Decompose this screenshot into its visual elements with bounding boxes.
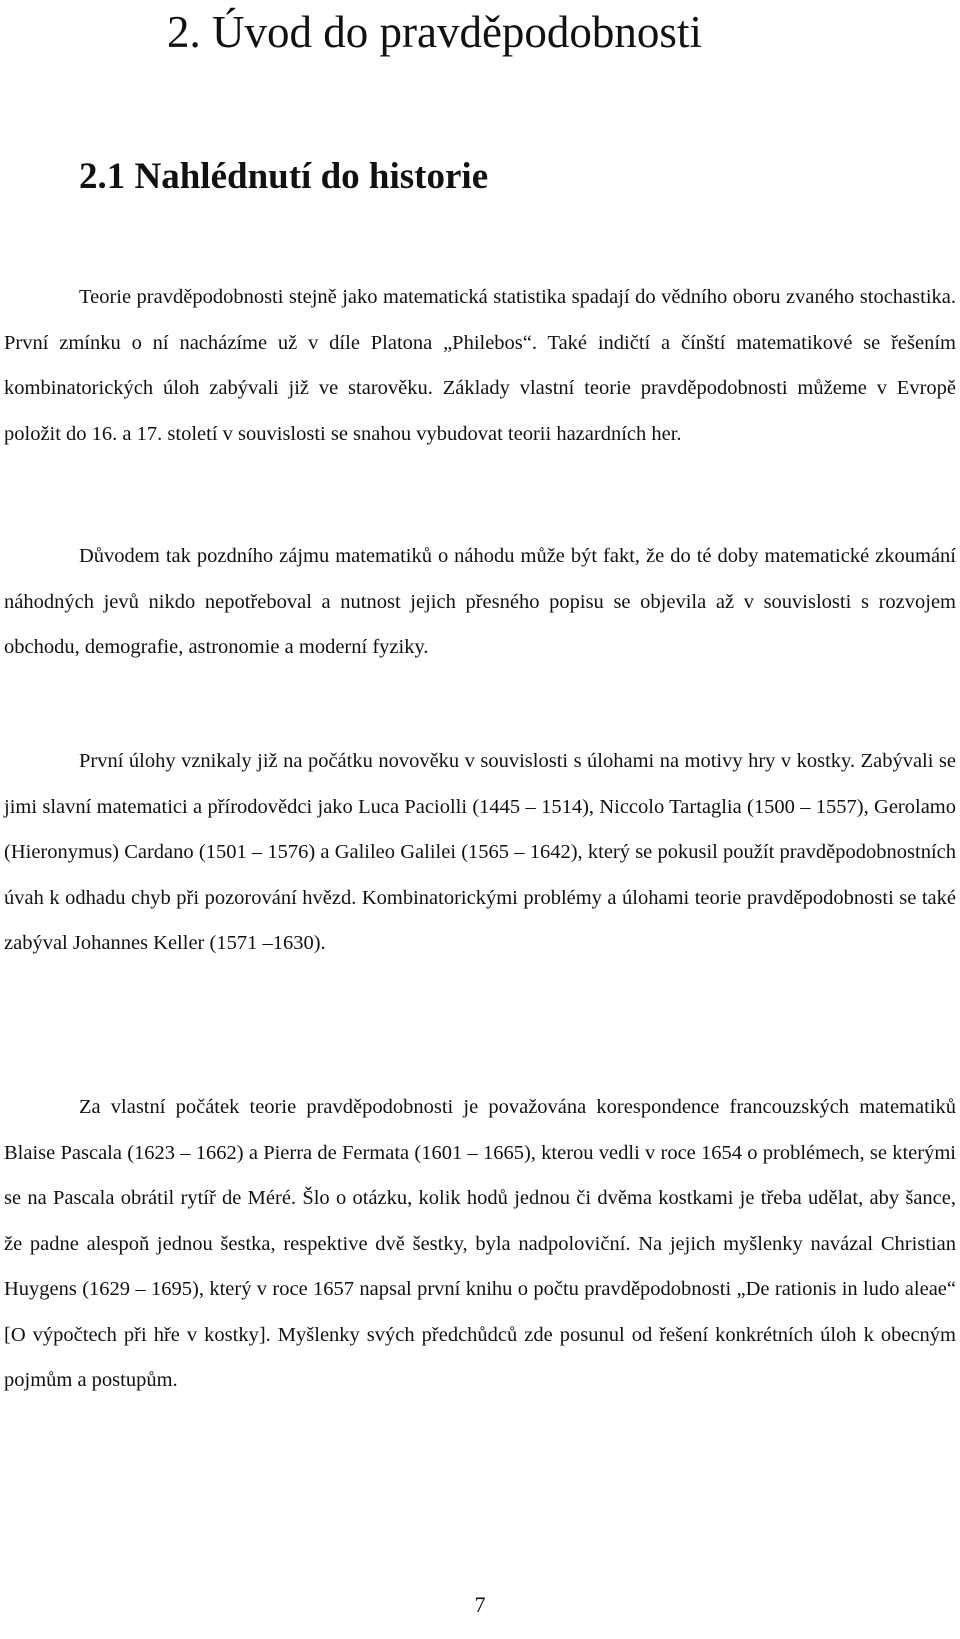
chapter-title: 2. Úvod do pravděpodobnosti (167, 7, 702, 57)
paragraph-pascal-fermat: Za vlastní počátek teorie pravděpodobnosti je považována korespondence francouzských matematiků Blaise Pascala (1623 – 1662) a Pierra de Fermata (1601 – 1665), kterou vedli v roce 1654 o problémech, se kterými se na Pascala obrátil rytíř de Méré. Šlo o otázku, kolik hodů jednou či dvěma kostkami je třeba udělat, aby šance, že padne alespoň jednou šestka, respektive dvě šestky, byla nadpoloviční. Na jejich myšlenky navázal Christian Huygens (1629 – 1695), který v roce 1657 napsal první knihu o počtu pravděpodobnosti „De rationis in ludo aleae“ [O výpočtech při hře v kostky]. Myšlenky svých předchůdců zde posunul od řešení konkrétních úloh k obecným pojmům a postupům. (4, 1096, 956, 1391)
paragraph-late-interest: Důvodem tak pozdního zájmu matematiků o náhodu může být fakt, že do té doby matematické zkoumání náhodných jevů nikdo nepotřeboval a nutnost jejich přesného popisu se objevila až v souvislosti s rozvojem obchodu, demografie, astronomie a moderní fyziky. (4, 545, 956, 658)
paragraph-history-intro: Teorie pravděpodobnosti stejně jako matematická statistika spadají do vědního oboru zvaného stochastika. První zmínku o ní nacházíme už v díle Platona „Philebos“. Také indičtí a čínští matematikové se řešením kombinatorických úloh zabývali již ve starověku. Základy vlastní teorie pravděpodobnosti můžeme v Evropě položit do 16. a 17. století v souvislosti se snahou vybudovat teorii hazardních her. (4, 286, 956, 445)
paragraph-first-problems: První úlohy vznikaly již na počátku novověku v souvislosti s úlohami na motivy hry v kostky. Zabývali se jimi slavní matematici a přírodovědci jako Luca Paciolli (1445 – 1514), Niccolo Tartaglia (1500 – 1557), Gerolamo (Hieronymus) Cardano (1501 – 1576) a Galileo Galilei (1565 – 1642), který se pokusil použít pravděpodobnostních úvah k odhadu chyb při pozorování hvězd. Kombinatorickými problémy a úlohami teorie pravděpodobnosti se také zabýval Johannes Keller (1571 –1630). (4, 750, 956, 954)
section-title: 2.1 Nahlédnutí do historie (79, 156, 489, 197)
page-number: 7 (474, 1592, 486, 1617)
